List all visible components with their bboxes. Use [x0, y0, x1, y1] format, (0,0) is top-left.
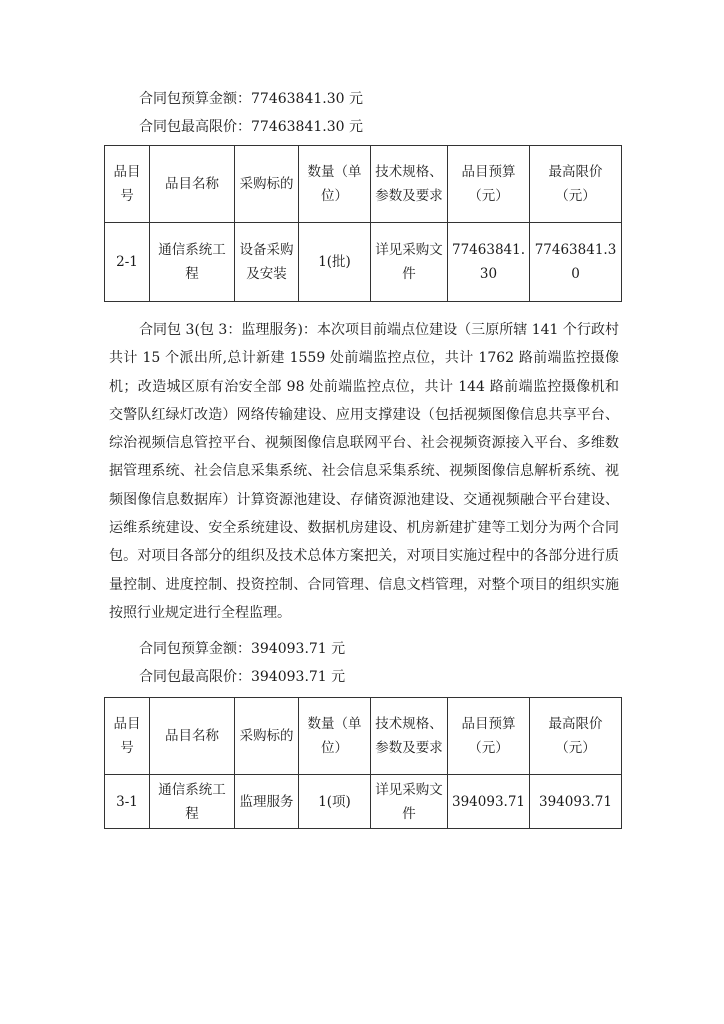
header-max-price: 最高限价（元） — [530, 146, 622, 223]
header-quantity: 数量（单位） — [299, 698, 371, 775]
package3-description: 合同包 3(包 3：监理服务)：本次项目前端点位建设（三原所辖 141 个行政村共计 15 个派出所,总计新建 1559 处前端监控点位，共计 1762 路前端监控摄像机；改造城区原有治安全部 98 处前端监控点位，共计 144 路前端监控摄像机和交警队红绿灯改造）网络传输建设、应用支撑建设（包括视频图像信息共享平台、综治视频信息管控平台、视频图像信息联网平台、社会视频资源接入平台、多维数据管理系统、社会信息采集系统、社会信息采集系统、视频图像信息解析系统、视频图像信息数据库）计算资源池建设、存储资源池建设、交通视频融合平台建设、运维系统建设、安全系统建设、数据机房建设、机房新建扩建等工划分为两个合同包。对项目各部分的组织及技术总体方案把关，对项目实施过程中的各部分进行质量控制、进度控制、投资控制、合同管理、信息文档管理，对整个项目的组织实施按照行业规定进行全程监理。 — [109, 322, 619, 621]
header-spec: 技术规格、参数及要求 — [371, 146, 448, 223]
header-spec: 技术规格、参数及要求 — [371, 698, 448, 775]
header-item-no: 品目号 — [105, 698, 150, 775]
package3-max-price-line: 合同包最高限价：394093.71 元 — [139, 669, 346, 685]
cell-max-price: 394093.71 — [530, 775, 622, 829]
table-header-row — [105, 146, 622, 223]
cell-spec: 详见采购文件 — [371, 223, 448, 302]
table-header-row — [105, 698, 622, 775]
package2-budget-line: 合同包预算金额：77463841.30 元 — [139, 91, 363, 107]
cell-spec: 详见采购文件 — [371, 775, 448, 829]
header-item-name: 品目名称 — [150, 698, 235, 775]
cell-max-price: 77463841.30 — [530, 223, 622, 302]
table-row — [105, 223, 622, 302]
cell-quantity: 1(批) — [299, 223, 371, 302]
cell-item-no: 3-1 — [105, 775, 150, 829]
package3-items-table — [104, 697, 622, 829]
header-quantity: 数量（单位） — [299, 146, 371, 223]
table-row — [105, 775, 622, 829]
cell-target: 设备采购及安装 — [235, 223, 299, 302]
package2-max-price-line: 合同包最高限价：77463841.30 元 — [139, 119, 363, 135]
cell-item-no: 2-1 — [105, 223, 150, 302]
package3-budget-line: 合同包预算金额：394093.71 元 — [139, 641, 346, 657]
package2-items-table — [104, 145, 622, 302]
header-item-no: 品目号 — [105, 146, 150, 223]
header-item-name: 品目名称 — [150, 146, 235, 223]
cell-item-name: 通信系统工程 — [150, 223, 235, 302]
header-target: 采购标的 — [235, 146, 299, 223]
cell-item-name: 通信系统工程 — [150, 775, 235, 829]
header-max-price: 最高限价（元） — [530, 698, 622, 775]
header-target: 采购标的 — [235, 698, 299, 775]
header-budget: 品目预算（元） — [448, 146, 530, 223]
cell-budget: 394093.71 — [448, 775, 530, 829]
cell-quantity: 1(项) — [299, 775, 371, 829]
header-budget: 品目预算（元） — [448, 698, 530, 775]
cell-budget: 77463841.30 — [448, 223, 530, 302]
cell-target: 监理服务 — [235, 775, 299, 829]
